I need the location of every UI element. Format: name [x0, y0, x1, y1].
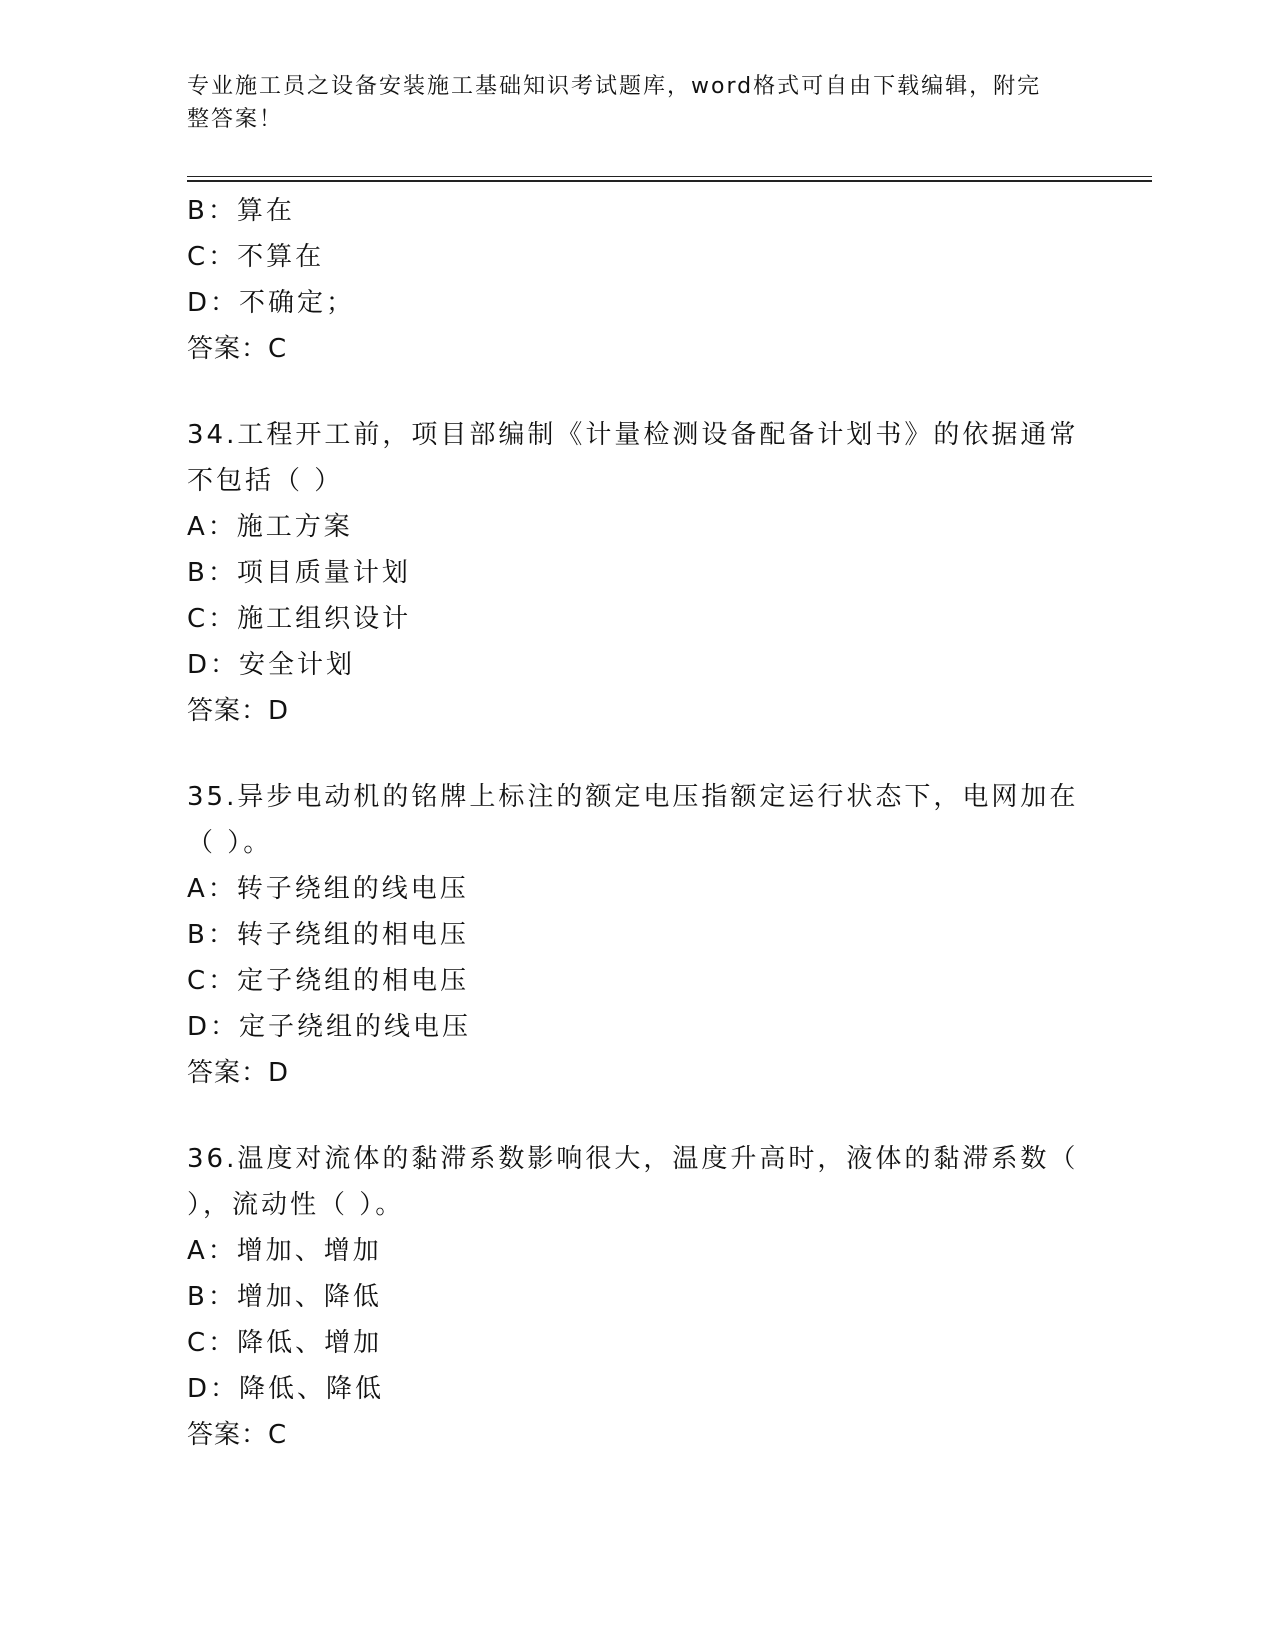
question-33-continuation [187, 188, 1087, 372]
option-d: D：降低、降低 [187, 1374, 385, 1404]
question-stem-continued: 不包括（ ） [187, 466, 344, 496]
option-a: A：增加、增加 [187, 1236, 382, 1266]
answer-line: 答案：D [187, 1058, 290, 1088]
question-stem: 36.温度对流体的黏滞系数影响很大，温度升高时，液体的黏滞系数（ [187, 1144, 1079, 1174]
question-stem-continued: （ ）。 [187, 828, 273, 858]
question-35 [187, 774, 1087, 1096]
header-divider-thick [187, 180, 1152, 182]
question-stem-continued: ），流动性（ ）。 [187, 1190, 405, 1220]
option-d: D：不确定； [187, 288, 356, 318]
answer-line: 答案：C [187, 1420, 288, 1450]
option-c: C：不算在 [187, 242, 325, 272]
option-c: C：施工组织设计 [187, 604, 412, 634]
option-b: B：算在 [187, 196, 295, 226]
option-b: B：转子绕组的相电压 [187, 920, 469, 950]
option-b: B：增加、降低 [187, 1282, 382, 1312]
option-a: A：转子绕组的线电压 [187, 874, 469, 904]
header-line-1: 专业施工员之设备安装施工基础知识考试题库，word格式可自由下载编辑，附完 [187, 74, 1042, 99]
option-b: B：项目质量计划 [187, 558, 411, 588]
option-c: C：降低、增加 [187, 1328, 383, 1358]
answer-line: 答案：C [187, 334, 288, 364]
document-header [187, 70, 1067, 136]
question-34 [187, 412, 1087, 734]
question-stem: 34.工程开工前，项目部编制《计量检测设备配备计划书》的依据通常 [187, 420, 1079, 450]
header-divider-thin [187, 176, 1152, 177]
question-36 [187, 1136, 1087, 1458]
option-a: A：施工方案 [187, 512, 353, 542]
header-line-2: 整答案！ [187, 107, 284, 132]
option-c: C：定子绕组的相电压 [187, 966, 470, 996]
option-d: D：定子绕组的线电压 [187, 1012, 472, 1042]
question-stem: 35.异步电动机的铭牌上标注的额定电压指额定运行状态下，电网加在 [187, 782, 1079, 812]
answer-line: 答案：D [187, 696, 290, 726]
question-list [187, 188, 1087, 1458]
option-d: D：安全计划 [187, 650, 356, 680]
